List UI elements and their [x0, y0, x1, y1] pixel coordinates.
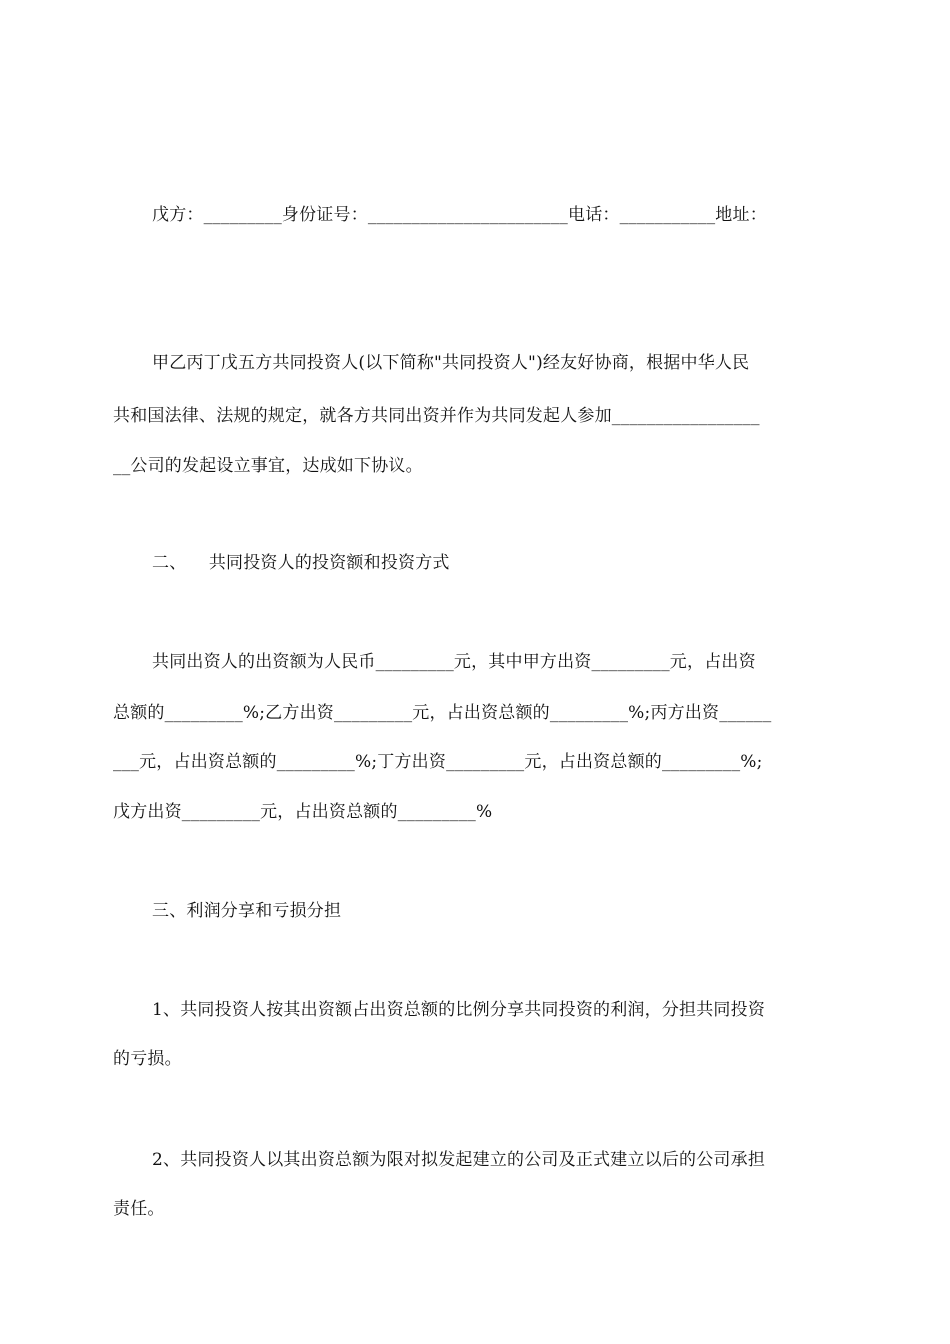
- section-2-line-2: 总额的_________%;乙方出资_________元，占出资总额的_________%;丙方出资______: [113, 703, 772, 723]
- clause-1-line-2: 的亏损。: [113, 1049, 182, 1069]
- clause-1-line-1: 1、共同投资人按其出资额占出资总额的比例分享共同投资的利润，分担共同投资: [152, 1000, 766, 1020]
- clause-2-line-2: 责任。: [113, 1199, 165, 1219]
- intro-line-3: __公司的发起设立事宜，达成如下协议。: [113, 456, 423, 476]
- section-2-line-4: 戊方出资_________元，占出资总额的_________%: [113, 802, 493, 822]
- clause-2-line-1: 2、共同投资人以其出资总额为限对拟发起建立的公司及正式建立以后的公司承担: [152, 1150, 766, 1170]
- section-2-line-1: 共同出资人的出资额为人民币_________元，其中甲方出资_________元，占出资: [152, 652, 756, 672]
- intro-line-1: 甲乙丙丁戊五方共同投资人(以下简称"共同投资人")经友好协商，根据中华人民: [152, 353, 750, 373]
- section-2-heading: 二、 共同投资人的投资额和投资方式: [152, 553, 450, 573]
- party-wu-line: 戊方：_________身份证号：_______________________电话：___________地址：: [152, 205, 767, 225]
- section-2-line-3: ___元，占出资总额的_________%;丁方出资_________元，占出资总额的_________%;: [113, 752, 763, 772]
- section-3-heading: 三、利润分享和亏损分担: [152, 901, 342, 921]
- intro-line-2: 共和国法律、法规的规定，就各方共同出资并作为共同发起人参加_________________: [113, 406, 760, 426]
